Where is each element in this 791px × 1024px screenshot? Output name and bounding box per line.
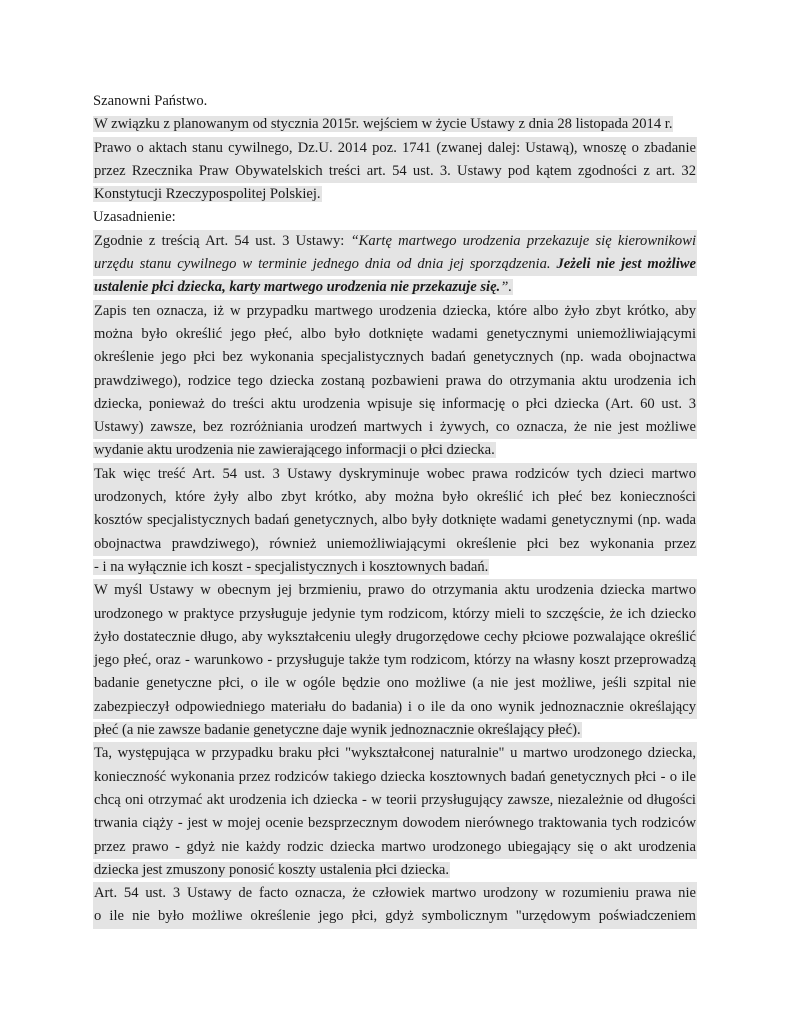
highlighted-text	[93, 766, 697, 789]
highlighted-text	[93, 116, 673, 132]
highlighted-text	[93, 789, 697, 812]
highlighted-text	[93, 346, 697, 369]
text-run: Tak więc treść Art. 54 ust. 3 Ustawy dyskryminuje wobec prawa rodziców tych dzieci martwo	[94, 465, 696, 482]
text-run: Ustawy) zawsze, bez rozróżniania urodzeń martwych i żywych, co oznacza, że nie jest możliwe	[94, 419, 696, 436]
text-line	[93, 533, 697, 556]
text-run: wydanie aktu urodzenia nie zawierającego informacji o płci dziecka.	[94, 442, 495, 459]
text-run: można było określić jego płeć, albo było dotknięte wadami genetycznymi uniemożliwiającymi	[94, 325, 696, 342]
plain-text	[93, 93, 207, 109]
text-run: żyło dostatecznie długo, aby wykształceniu uległy drugorzędowe cechy płciowe pozwalające określić	[94, 628, 696, 645]
text-line	[93, 137, 697, 160]
text-run: Zapis ten oznacza, iż w przypadku martwego urodzenia dziecka, które albo żyło zbyt krótko, aby	[94, 302, 696, 319]
highlighted-text	[93, 160, 697, 183]
highlighted-text	[93, 393, 697, 416]
text-run: W myśl Ustawy w obecnym jej brzmieniu, prawo do otrzymania aktu urodzenia dziecka martwo	[94, 582, 696, 599]
highlighted-text	[93, 509, 697, 532]
text-run: przez prawo - gdyż nie każdy rodzic dziecka martwo urodzonego ubiegający się o akt urodzenia	[94, 838, 696, 855]
text-line	[93, 812, 697, 835]
text-line	[93, 183, 697, 206]
text-run: prawdziwego), rodzice tego dziecka zostaną pozbawieni prawa do otrzymania aktu urodzenia ich	[94, 372, 696, 389]
text-line	[93, 160, 697, 183]
text-line	[93, 300, 697, 323]
highlighted-text	[93, 186, 322, 202]
text-line	[93, 90, 697, 113]
text-run: kosztów specjalistycznych badań genetycznych, albo były dotknięte wadami genetycznymi (np. wada	[94, 512, 696, 529]
text-line	[93, 649, 697, 672]
highlighted-text	[93, 300, 697, 323]
highlighted-text	[93, 626, 697, 649]
highlighted-text	[93, 559, 489, 575]
highlighted-text	[93, 696, 697, 719]
text-line	[93, 346, 697, 369]
text-run: “Kartę martwego urodzenia przekazuje się kierownikowi	[350, 232, 697, 249]
text-line	[93, 509, 697, 532]
highlighted-text	[93, 836, 697, 859]
highlighted-text	[93, 253, 697, 276]
text-run: Konstytucji Rzeczypospolitej Polskiej.	[94, 186, 321, 203]
text-run: badanie genetyczne płci, o ile w ogóle będzie ono możliwe (a nie jest możliwe, jeśli szpital nie	[94, 675, 696, 692]
text-line	[93, 463, 697, 486]
text-line	[93, 253, 697, 276]
text-run: o ile nie było możliwe określenie jego płci, gdyż symbolicznym "urzędowym poświadczeniem	[94, 908, 696, 925]
text-line	[93, 719, 697, 742]
highlighted-text	[93, 742, 697, 765]
text-line	[93, 439, 697, 462]
text-run: Uzasadnienie:	[93, 209, 176, 226]
text-run: płeć (a nie zawsze badanie genetyczne daje wynik jednoznacznie określający płeć).	[94, 722, 581, 739]
highlighted-text	[93, 370, 697, 393]
text-line	[93, 276, 697, 299]
text-run: ustalenie płci dziecka, karty martwego urodzenia nie przekazuje się.	[94, 279, 501, 296]
text-run: dziecka, ponieważ do treści aktu urodzenia wpisuje się informację o płci dziecka (Art. 60 ust. 3	[94, 395, 696, 412]
plain-text	[93, 209, 176, 225]
text-line	[93, 626, 697, 649]
highlighted-text	[93, 463, 697, 486]
highlighted-text	[93, 882, 697, 905]
text-run: - i na wyłącznie ich koszt - specjalistycznych i kosztownych badań.	[94, 558, 489, 575]
text-line	[93, 113, 697, 136]
text-line	[93, 323, 697, 346]
text-run: Ta, występująca w przypadku braku płci "wykształconej naturalnie" u martwo urodzonego dziecka,	[94, 745, 696, 762]
text-line	[93, 696, 697, 719]
text-run: konieczność wykonania przez rodziców takiego dziecka kosztownych badań genetycznych płci - o ile	[94, 768, 696, 785]
highlighted-text	[93, 862, 450, 878]
text-line	[93, 766, 697, 789]
text-line	[93, 789, 697, 812]
text-line	[93, 579, 697, 602]
text-line	[93, 206, 697, 229]
text-run: urodzonych, które żyły albo zbyt krótko, aby można było określić ich płeć bez konieczności	[94, 489, 696, 506]
text-run: obojnactwa prawdziwego), również uniemożliwiającymi określenie płci bez wykonania przez	[94, 535, 696, 552]
highlighted-text	[93, 905, 697, 928]
text-line	[93, 603, 697, 626]
text-line	[93, 230, 697, 253]
highlighted-text	[93, 416, 697, 439]
text-line	[93, 486, 697, 509]
text-run: Art. 54 ust. 3 Ustawy de facto oznacza, że człowiek martwo urodzony w rozumieniu prawa nie	[94, 885, 696, 902]
highlighted-text	[93, 279, 513, 295]
text-line	[93, 836, 697, 859]
text-run: urodzonego w praktyce przysługuje jedynie tym rodzicom, którzy mieli to szczęście, że ich dziecko	[94, 605, 696, 622]
text-run: chcą oni otrzymać akt urodzenia ich dziecka - w teorii przysługujący zawsze, niezależnie od długości	[94, 791, 696, 808]
text-run: Prawo o aktach stanu cywilnego, Dz.U. 2014 poz. 1741 (zwanej dalej: Ustawą), wnoszę o zbadanie	[94, 139, 696, 156]
text-run: zabezpieczył odpowiedniego materiału do badania) i o ile da ono wynik jednoznacznie określający	[94, 698, 696, 715]
text-run: jego płeć, oraz - warunkowo - przysługuje także tym rodzicom, którzy na własny koszt przeprowadzą	[94, 652, 696, 669]
text-run: dziecka jest zmuszony ponosić koszty ustalenia płci dziecka.	[94, 861, 449, 878]
highlighted-text	[93, 722, 582, 738]
text-run: Zgodnie z treścią Art. 54 ust. 3 Ustawy:	[94, 232, 351, 249]
highlighted-text	[93, 533, 697, 556]
highlighted-text	[93, 442, 496, 458]
highlighted-text	[93, 486, 697, 509]
text-run: określenie jego płci bez wykonania specjalistycznych badań genetycznych (np. wada obojnactwa	[94, 349, 696, 366]
text-run: trwania ciąży - jest w mojej ocenie bezsprzecznym dowodem nierównego traktowania tych rodziców	[94, 815, 696, 832]
highlighted-text	[93, 672, 697, 695]
text-line	[93, 370, 697, 393]
text-line	[93, 905, 697, 928]
text-line	[93, 416, 697, 439]
text-line	[93, 556, 697, 579]
highlighted-text	[93, 649, 697, 672]
highlighted-text	[93, 579, 697, 602]
text-run: Jeżeli nie jest możliwe	[556, 256, 696, 273]
highlighted-text	[93, 812, 697, 835]
highlighted-text	[93, 137, 697, 160]
text-run: W związku z planowanym od stycznia 2015r. wejściem w życie Ustawy z dnia 28 listopada 2014 r.	[94, 116, 673, 133]
text-run: przez Rzecznika Praw Obywatelskich treści art. 54 ust. 3. Ustawy pod kątem zgodności z art. 32	[94, 162, 696, 179]
text-line	[93, 742, 697, 765]
text-line	[93, 882, 697, 905]
highlighted-text	[93, 323, 697, 346]
text-run: ”.	[500, 279, 512, 296]
highlighted-text	[93, 603, 697, 626]
text-line	[93, 859, 697, 882]
text-line	[93, 672, 697, 695]
highlighted-text	[93, 230, 697, 253]
text-line	[93, 393, 697, 416]
letter-body	[93, 90, 697, 929]
text-run: urzędu stanu cywilnego w terminie jednego dnia od dnia jej sporządzenia.	[94, 256, 557, 273]
text-run: Szanowni Państwo.	[93, 93, 208, 109]
